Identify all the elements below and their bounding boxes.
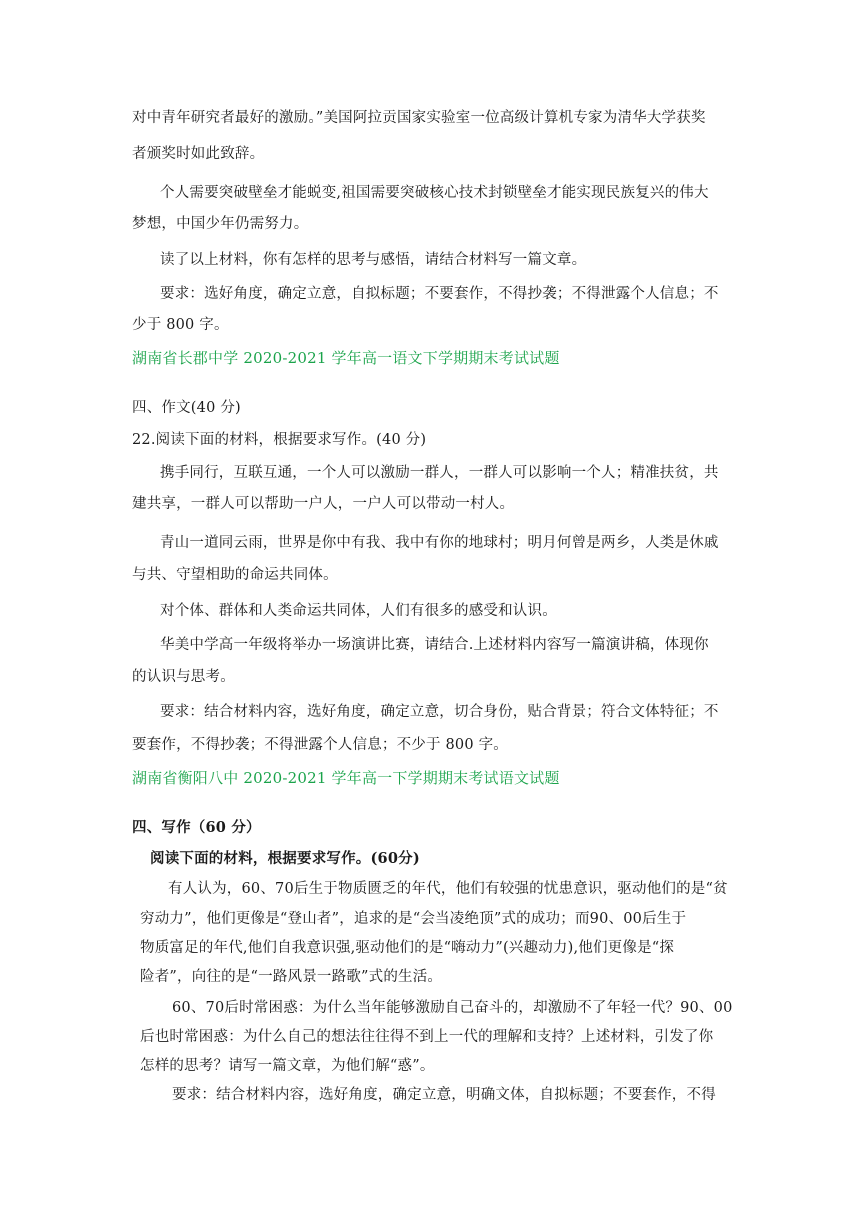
paragraph-line: 者颁奖时如此致辞。: [132, 146, 265, 162]
paragraph-line: 携手同行，互联互通，一个人可以激励一群人，一群人可以影响一个人；精准扶贫，共: [160, 465, 719, 481]
paragraph-line: 后也时常困惑：为什么自己的想法往往得不到上一代的理解和支持？上述材料，引发了你: [140, 1029, 714, 1045]
paragraph-line: 对个体、群体和人类命运共同体，人们有很多的感受和认识。: [160, 603, 557, 619]
question-prompt: 阅读下面的材料，根据要求写作。(60分): [150, 850, 420, 867]
paragraph-line: 个人需要突破壁垒才能蜕变,祖国需要突破核心技术封锁壁垒才能实现民族复兴的伟大: [160, 185, 709, 201]
paragraph-line: 险者”，向往的是“一路风景一路歌”式的生活。: [140, 969, 443, 985]
paragraph-line: 穷动力”，他们更像是“登山者”，追求的是“会当凌绝顶”式的成功；而90、00后生于: [140, 911, 687, 927]
paragraph-line: 少于 800 字。: [132, 317, 229, 333]
source-title: 湖南省长郡中学 2020-2021 学年高一语文下学期期末考试试题: [132, 349, 560, 367]
paragraph-line: 物质富足的年代,他们自我意识强,驱动他们的是“嗨动力”(兴趣动力),他们更像是“探: [140, 940, 675, 956]
paragraph-line: 梦想，中国少年仍需努力。: [132, 216, 309, 232]
paragraph-line: 青山一道同云雨，世界是你中有我、我中有你的地球村；明月何曾是两乡，人类是休戚: [160, 535, 719, 551]
section-heading: 四、作文(40 分): [132, 400, 241, 416]
paragraph-line: 与共、守望相助的命运共同体。: [132, 567, 338, 583]
paragraph-line: 要求：结合材料内容，选好角度，确定立意，切合身份，贴合背景；符合文体特征；不: [160, 704, 719, 720]
paragraph-line: 要套作，不得抄袭；不得泄露个人信息；不少于 800 字。: [132, 737, 508, 753]
paragraph-line: 读了以上材料，你有怎样的思考与感悟，请结合材料写一篇文章。: [160, 252, 587, 268]
paragraph-line: 有人认为，60、70后生于物质匮乏的年代，他们有较强的忧患意识，驱动他们的是“贫: [168, 881, 728, 897]
paragraph-line: 要求：结合材料内容，选好角度，确定立意，明确文体，自拟标题；不要套作，不得: [172, 1087, 716, 1103]
paragraph-line: 要求：选好角度，确定立意，自拟标题；不要套作，不得抄袭；不得泄露个人信息；不: [160, 286, 719, 302]
paragraph-line: 华美中学高一年级将举办一场演讲比赛，请结合.上述材料内容写一篇演讲稿，体现你: [160, 637, 709, 653]
paragraph-line: 对中青年研究者最好的激励。”美国阿拉贡国家实验室一位高级计算机专家为清华大学获奖: [132, 110, 706, 126]
question-prompt: 22.阅读下面的材料，根据要求写作。(40 分): [132, 432, 427, 448]
source-title: 湖南省衡阳八中 2020-2021 学年高一下学期期末考试语文试题: [132, 769, 560, 787]
paragraph-line: 60、70后时常困惑：为什么当年能够激励自己奋斗的，却激励不了年轻一代？90、00: [172, 1000, 733, 1016]
paragraph-line: 怎样的思考？请写一篇文章，为他们解“惑”。: [140, 1058, 435, 1074]
section-heading: 四、写作（60 分）: [132, 819, 261, 836]
paragraph-line: 建共享，一群人可以帮助一户人，一户人可以带动一村人。: [132, 496, 515, 512]
paragraph-line: 的认识与思考。: [132, 669, 235, 685]
